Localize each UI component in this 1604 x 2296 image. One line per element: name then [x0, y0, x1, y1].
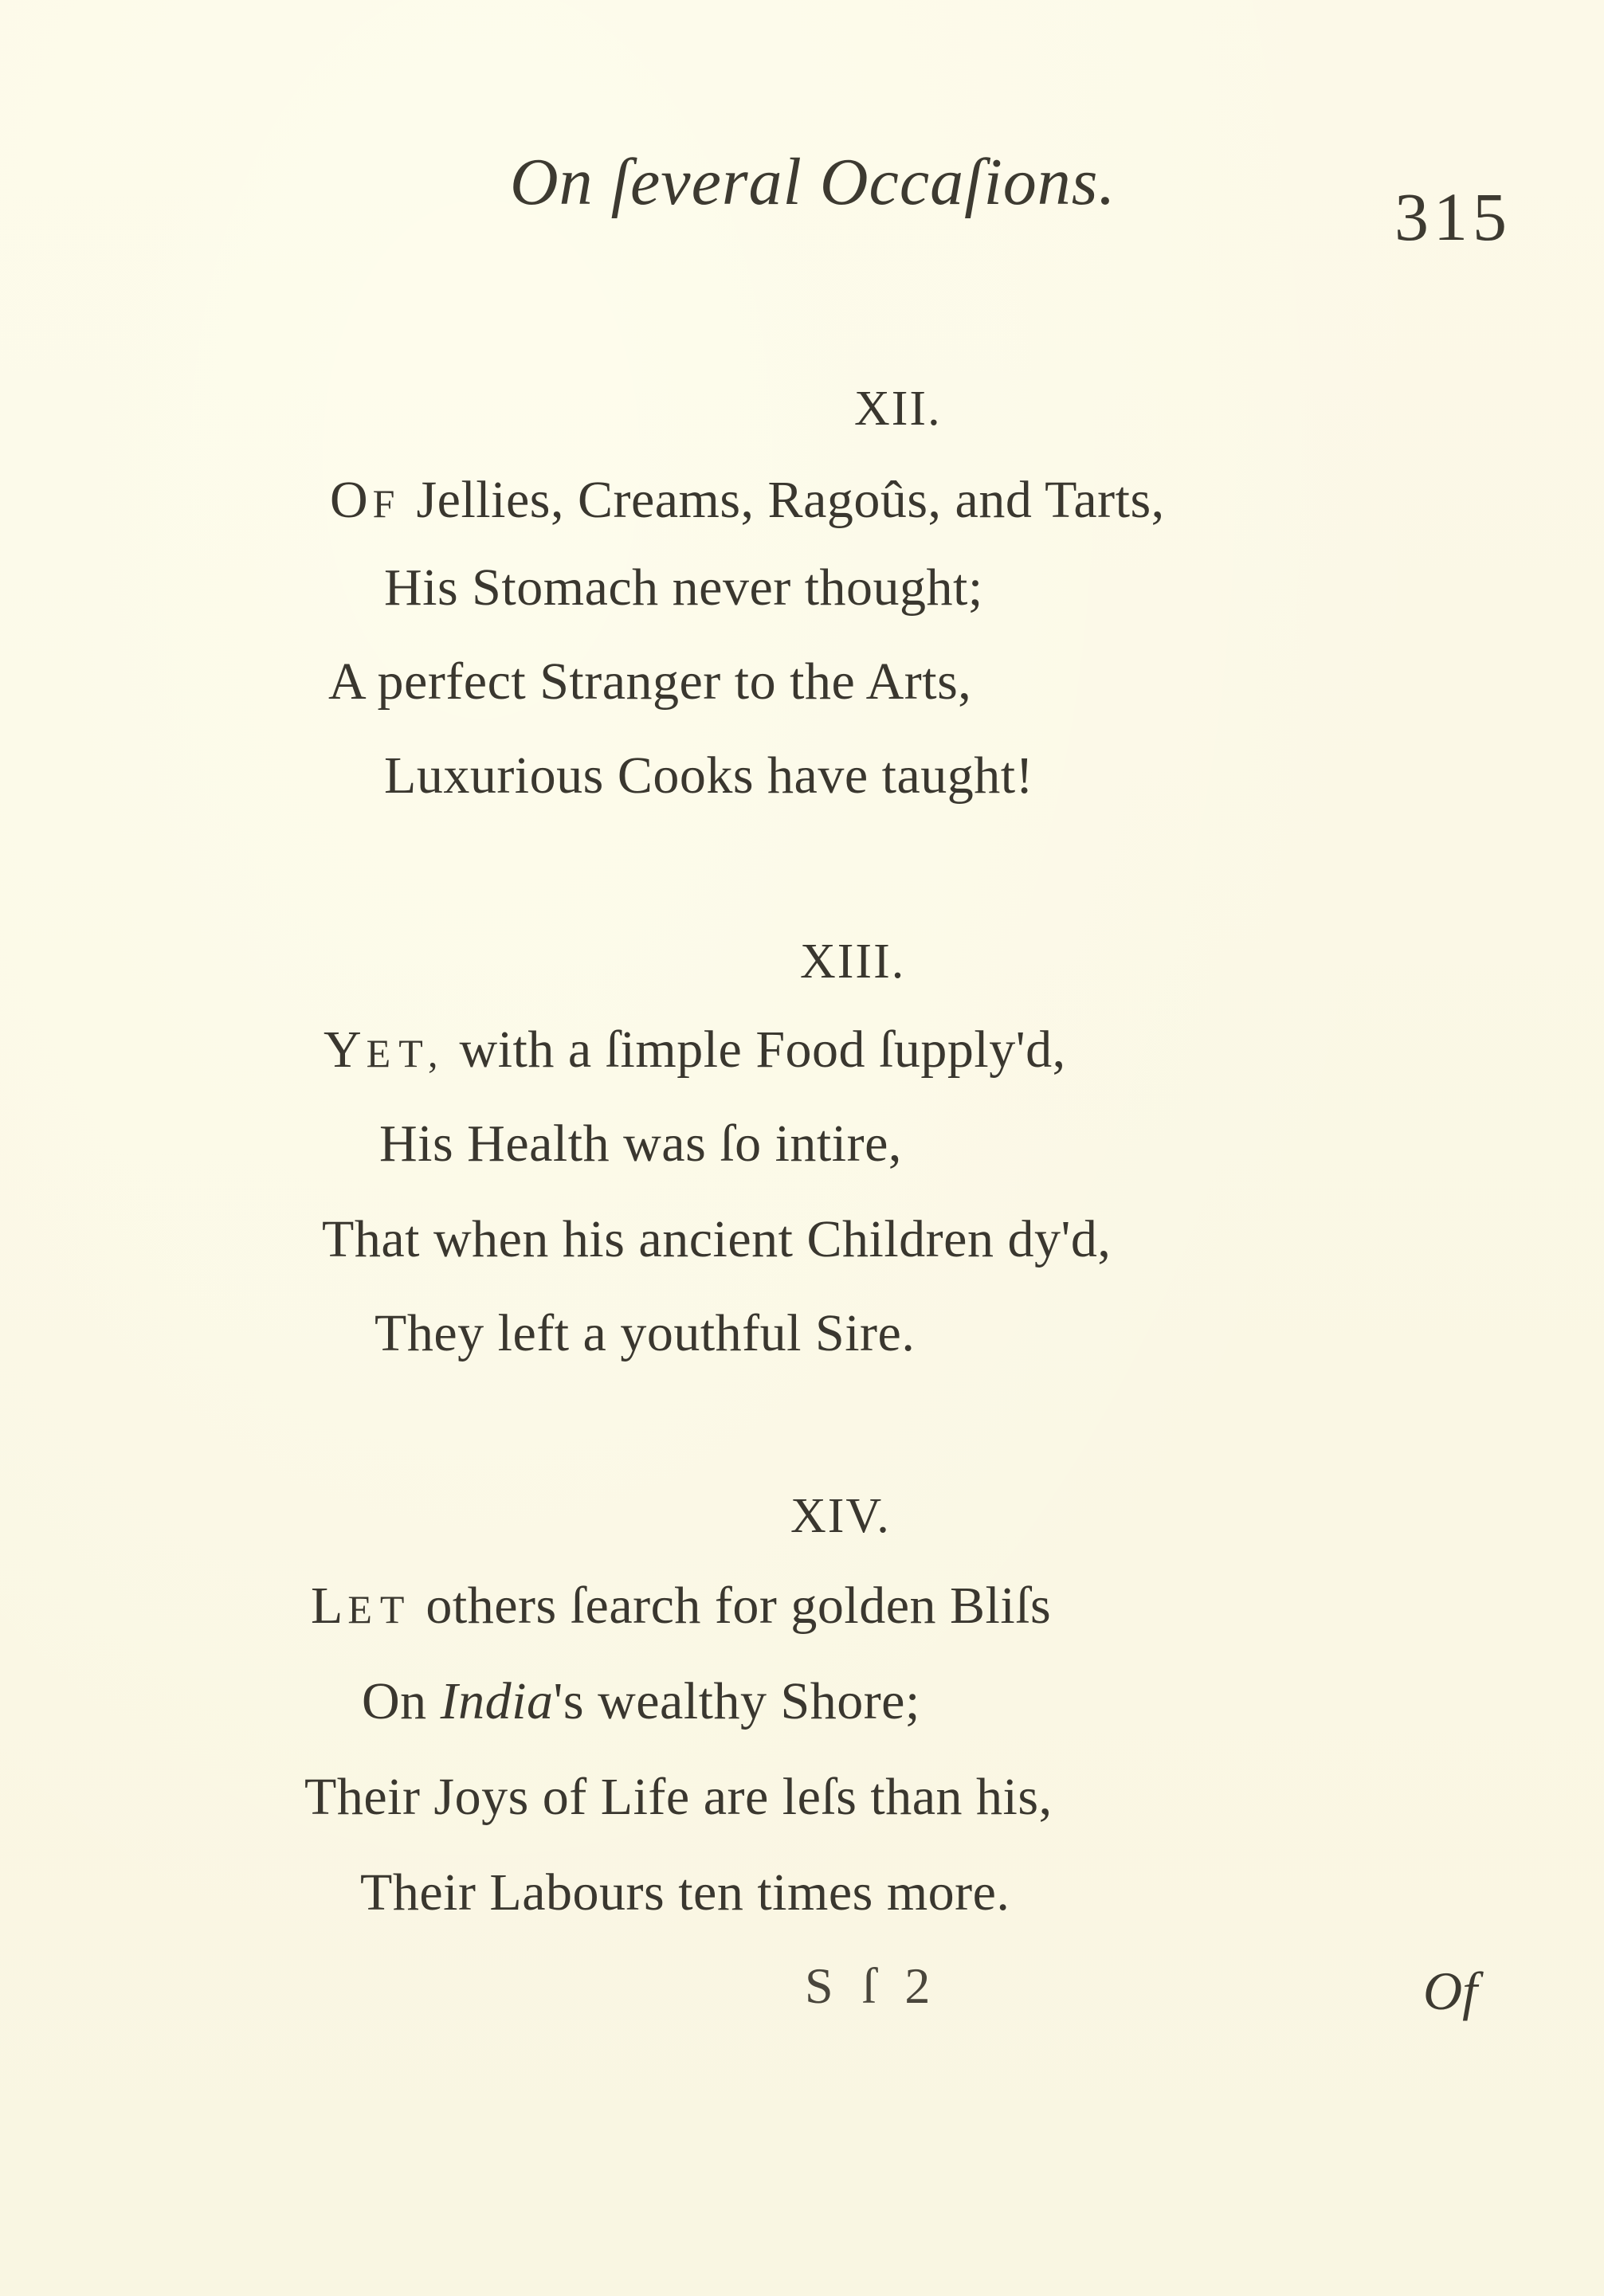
stanza-xiv-line-3: Their Joys of Life are leſs than his, [304, 1768, 1053, 1826]
line-text: others ſearch for golden Bliſs [412, 1577, 1052, 1635]
catchword: Of [1423, 1961, 1477, 2021]
stanza-xiv-line-4: Their Labours ten times more. [360, 1863, 1010, 1922]
stanza-xiii-line-1 [324, 1020, 1066, 1080]
small-caps-word: ET [347, 1587, 413, 1632]
small-caps-word: ET, [366, 1031, 446, 1076]
stanza-number-xiv: XIV. [790, 1489, 891, 1543]
line-text-rest: 's wealthy Shore; [553, 1672, 920, 1730]
stanza-xii-line-4: Luxurious Cooks have taught! [384, 746, 1034, 805]
drop-capital: L [311, 1577, 348, 1635]
italic-place-name: India [440, 1672, 554, 1730]
stanza-xiv-line-1 [311, 1576, 1051, 1636]
signature-mark: S ſ 2 [805, 1957, 939, 2014]
stanza-xiii-line-2: His Health was ſo intire, [379, 1115, 902, 1173]
stanza-xii-line-3: A perfect Stranger to the Arts, [328, 652, 972, 711]
drop-capital: O [330, 471, 373, 529]
line-text: Jellies, Creams, Ragoûs, and Tarts, [402, 471, 1165, 529]
stanza-number-xiii: XIII. [800, 934, 906, 989]
running-head-title: On ſeveral Occaſions. [510, 145, 1116, 219]
stanza-xiii-line-3: That when his ancient Children dy'd, [322, 1210, 1112, 1268]
page-number: 315 [1394, 178, 1512, 255]
stanza-xiii-line-4: They left a youthful Sire. [375, 1304, 916, 1362]
stanza-number-xii: XII. [854, 382, 942, 436]
drop-capital: Y [324, 1021, 367, 1079]
line-text: with a ſimple Food ſupply'd, [445, 1021, 1066, 1079]
line-text: On [362, 1672, 441, 1730]
stanza-xii-line-1 [330, 470, 1165, 531]
stanza-xii-line-2: His Stomach never thought; [384, 558, 983, 617]
stanza-xiv-line-2 [362, 1671, 920, 1732]
small-caps-word: F [372, 481, 403, 526]
